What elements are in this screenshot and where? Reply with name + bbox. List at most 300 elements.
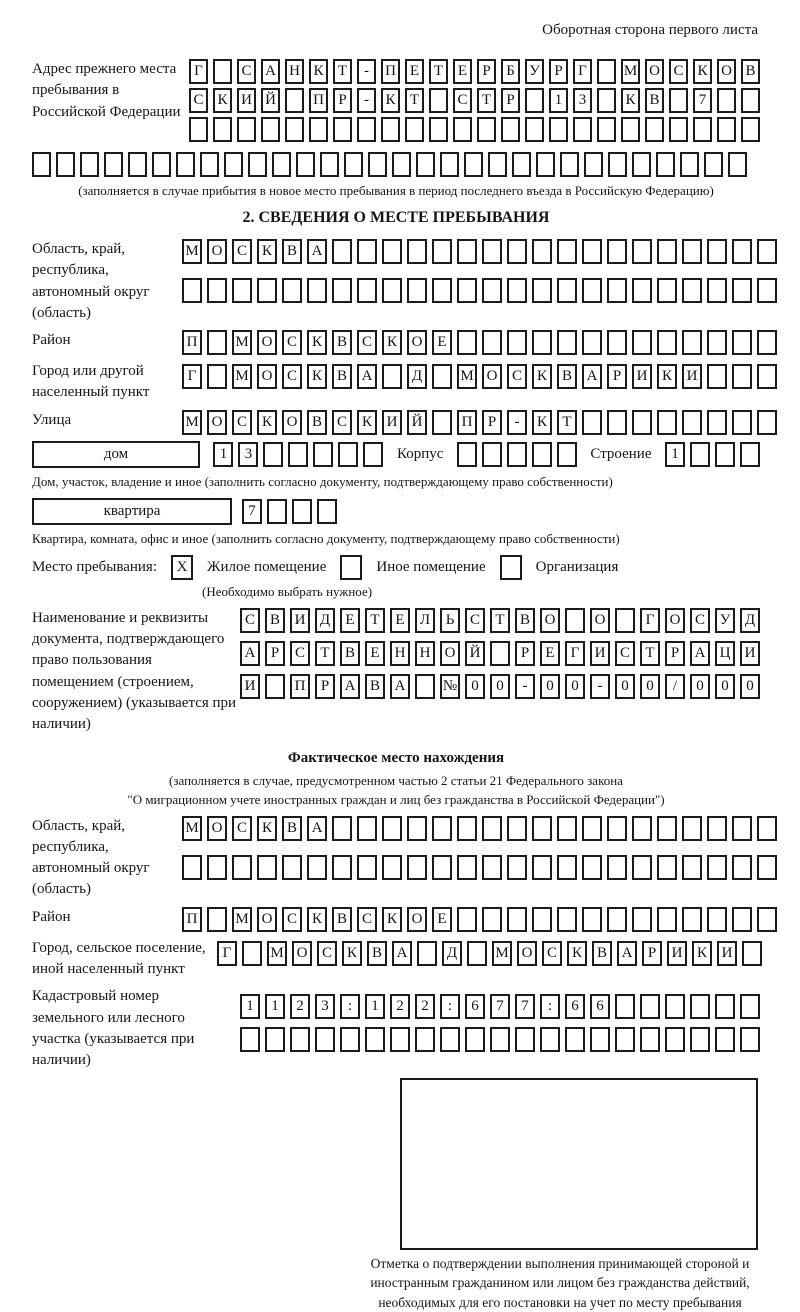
- city-label: Город или другой населенный пункт: [32, 363, 150, 401]
- char-cell: Т: [557, 410, 577, 435]
- char-cell: И: [237, 88, 256, 113]
- char-cell: [657, 278, 677, 303]
- char-cell: [415, 674, 435, 699]
- char-cell: [392, 152, 411, 177]
- char-cell: 0: [465, 674, 485, 699]
- char-cell: 6: [590, 994, 610, 1019]
- char-cell: Г: [573, 59, 592, 84]
- char-cell: Т: [315, 641, 335, 666]
- char-cell: А: [261, 59, 280, 84]
- char-cell: [182, 278, 202, 303]
- char-cell: [682, 278, 702, 303]
- char-cell: О: [645, 59, 664, 84]
- char-cell: [357, 816, 377, 841]
- char-cell: [608, 152, 627, 177]
- char-cell: У: [525, 59, 544, 84]
- char-cell: А: [582, 364, 602, 389]
- char-cell: -: [515, 674, 535, 699]
- char-cell: В: [340, 641, 360, 666]
- char-cell: 1: [213, 442, 233, 467]
- char-cell: [357, 278, 377, 303]
- char-cell: В: [365, 674, 385, 699]
- char-cell: С: [542, 941, 562, 966]
- confirmation-stamp-box: [400, 1078, 758, 1250]
- char-cell: М: [232, 907, 252, 932]
- char-cell: К: [257, 816, 277, 841]
- char-cell: [732, 278, 752, 303]
- char-cell: С: [453, 88, 472, 113]
- char-cell: [272, 152, 291, 177]
- korpus-row: [457, 442, 577, 467]
- stay-type-block: [32, 555, 760, 580]
- char-cell: И: [240, 674, 260, 699]
- char-cell: [607, 410, 627, 435]
- char-cell: [632, 907, 652, 932]
- char-cell: [467, 941, 487, 966]
- char-cell: /: [665, 674, 685, 699]
- char-cell: [607, 816, 627, 841]
- char-cell: М: [182, 816, 202, 841]
- char-cell: [557, 855, 577, 880]
- char-cell: [507, 278, 527, 303]
- char-cell: [507, 855, 527, 880]
- char-cell: [265, 1027, 285, 1052]
- house-block: [32, 441, 760, 468]
- cadastral-row-1: [240, 994, 760, 1019]
- char-cell: [682, 855, 702, 880]
- char-cell: [640, 1027, 660, 1052]
- region-row-2: [182, 278, 777, 303]
- char-cell: А: [390, 674, 410, 699]
- char-cell: [207, 330, 227, 355]
- char-cell: 7: [490, 994, 510, 1019]
- char-cell: [432, 239, 452, 264]
- char-cell: С: [615, 641, 635, 666]
- char-cell: С: [282, 907, 302, 932]
- char-cell: [429, 117, 448, 142]
- stroenie-label: Строение: [590, 445, 652, 462]
- char-cell: [715, 994, 735, 1019]
- char-cell: [707, 907, 727, 932]
- char-cell: -: [357, 59, 376, 84]
- char-cell: [582, 855, 602, 880]
- char-cell: Е: [432, 907, 452, 932]
- char-cell: [381, 117, 400, 142]
- char-cell: К: [567, 941, 587, 966]
- char-cell: [597, 88, 616, 113]
- char-cell: [532, 816, 552, 841]
- char-cell: 0: [615, 674, 635, 699]
- char-cell: [757, 364, 777, 389]
- char-cell: Р: [549, 59, 568, 84]
- actual-location-caption-2: "О миграционном учете иностранных граждан и лиц без гражданства в Российской Федерации"): [127, 791, 665, 807]
- region-row-1: [182, 239, 777, 264]
- char-cell: Р: [482, 410, 502, 435]
- char-cell: [232, 855, 252, 880]
- char-cell: И: [290, 608, 310, 633]
- city-block: [32, 361, 760, 404]
- char-cell: Ь: [440, 608, 460, 633]
- char-cell: [482, 442, 502, 467]
- char-cell: Е: [365, 641, 385, 666]
- char-cell: [363, 442, 383, 467]
- char-cell: Р: [265, 641, 285, 666]
- char-cell: [732, 410, 752, 435]
- char-cell: [407, 239, 427, 264]
- char-cell: [344, 152, 363, 177]
- char-cell: [464, 152, 483, 177]
- char-cell: [382, 364, 402, 389]
- char-cell: [682, 330, 702, 355]
- street-row: [182, 410, 777, 435]
- char-cell: [237, 117, 256, 142]
- char-cell: [532, 330, 552, 355]
- char-cell: [313, 442, 333, 467]
- char-cell: [440, 1027, 460, 1052]
- confirmation-stamp-caption: Отметка о подтверждении выполнения принимающей стороной и иностранным гражданином или лицом без гражданства действий, необходимых для его постановки на учет по месту пребывания: [370, 1255, 750, 1310]
- char-cell: О: [282, 410, 302, 435]
- char-cell: [261, 117, 280, 142]
- char-cell: [557, 907, 577, 932]
- char-cell: С: [282, 364, 302, 389]
- char-cell: И: [382, 410, 402, 435]
- stay-type-option-organization: Организация: [535, 558, 619, 575]
- char-cell: Е: [340, 608, 360, 633]
- char-cell: [332, 239, 352, 264]
- char-cell: В: [332, 364, 352, 389]
- actual-region-grid: [182, 816, 777, 880]
- char-cell: К: [693, 59, 712, 84]
- char-cell: [307, 855, 327, 880]
- char-cell: [104, 152, 123, 177]
- korpus-label: Корпус: [396, 445, 444, 462]
- char-cell: [501, 117, 520, 142]
- char-cell: [207, 855, 227, 880]
- char-cell: Г: [182, 364, 202, 389]
- char-cell: [207, 907, 227, 932]
- document-row-3: [240, 674, 760, 699]
- char-cell: [732, 907, 752, 932]
- char-cell: [657, 239, 677, 264]
- char-cell: П: [182, 330, 202, 355]
- char-cell: В: [367, 941, 387, 966]
- char-cell: И: [740, 641, 760, 666]
- char-cell: Г: [189, 59, 208, 84]
- char-cell: [632, 855, 652, 880]
- char-cell: [540, 1027, 560, 1052]
- char-cell: [732, 330, 752, 355]
- char-cell: 3: [573, 88, 592, 113]
- char-cell: [707, 278, 727, 303]
- char-cell: 0: [690, 674, 710, 699]
- char-cell: [690, 1027, 710, 1052]
- char-cell: С: [507, 364, 527, 389]
- char-cell: Р: [515, 641, 535, 666]
- prev-address-row-3: [189, 117, 760, 142]
- char-cell: [717, 88, 736, 113]
- char-cell: О: [257, 364, 277, 389]
- char-cell: [757, 907, 777, 932]
- char-cell: К: [257, 239, 277, 264]
- char-cell: [152, 152, 171, 177]
- char-cell: [382, 239, 402, 264]
- char-cell: В: [515, 608, 535, 633]
- char-cell: [717, 117, 736, 142]
- actual-region-row-1: [182, 816, 777, 841]
- char-cell: 7: [515, 994, 535, 1019]
- char-cell: А: [617, 941, 637, 966]
- char-cell: [207, 364, 227, 389]
- document-block: [32, 608, 760, 736]
- char-cell: [248, 152, 267, 177]
- char-cell: [632, 410, 652, 435]
- char-cell: К: [357, 410, 377, 435]
- char-cell: [590, 1027, 610, 1052]
- stay-type-checkbox-organization: [500, 555, 522, 580]
- char-cell: Р: [642, 941, 662, 966]
- cadastral-row-2: [240, 1027, 760, 1052]
- char-cell: С: [232, 239, 252, 264]
- char-cell: [315, 1027, 335, 1052]
- char-cell: [757, 410, 777, 435]
- char-cell: [507, 330, 527, 355]
- char-cell: Е: [390, 608, 410, 633]
- char-cell: Е: [540, 641, 560, 666]
- char-cell: 0: [715, 674, 735, 699]
- char-cell: [680, 152, 699, 177]
- char-cell: [532, 239, 552, 264]
- char-cell: [240, 1027, 260, 1052]
- char-cell: В: [307, 410, 327, 435]
- char-cell: П: [457, 410, 477, 435]
- region-grid: [182, 239, 777, 303]
- char-cell: К: [532, 364, 552, 389]
- char-cell: 0: [640, 674, 660, 699]
- char-cell: Д: [315, 608, 335, 633]
- char-cell: Н: [285, 59, 304, 84]
- stroenie-row: [665, 442, 760, 467]
- char-cell: [740, 1027, 760, 1052]
- char-cell: [457, 278, 477, 303]
- char-cell: [80, 152, 99, 177]
- char-cell: О: [665, 608, 685, 633]
- district-label: Район: [32, 332, 71, 349]
- stay-type-checkbox-other: [340, 555, 362, 580]
- char-cell: А: [307, 239, 327, 264]
- char-cell: [332, 855, 352, 880]
- house-type-box: дом: [32, 441, 200, 468]
- char-cell: С: [357, 907, 377, 932]
- char-cell: [213, 59, 232, 84]
- char-cell: [288, 442, 308, 467]
- char-cell: М: [492, 941, 512, 966]
- char-cell: К: [382, 907, 402, 932]
- char-cell: [532, 855, 552, 880]
- char-cell: [368, 152, 387, 177]
- region-label: Область, край, республика, автономный округ (область): [32, 241, 150, 321]
- char-cell: [382, 278, 402, 303]
- cadastral-grid: [240, 994, 760, 1052]
- char-cell: [536, 152, 555, 177]
- char-cell: 6: [565, 994, 585, 1019]
- char-cell: Е: [453, 59, 472, 84]
- char-cell: Ц: [715, 641, 735, 666]
- char-cell: 1: [240, 994, 260, 1019]
- char-cell: [557, 278, 577, 303]
- char-cell: В: [265, 608, 285, 633]
- char-cell: М: [232, 330, 252, 355]
- char-cell: [584, 152, 603, 177]
- actual-district-row: [182, 907, 777, 932]
- char-cell: [532, 907, 552, 932]
- char-cell: О: [717, 59, 736, 84]
- document-label: Наименование и реквизиты документа, подтверждающего право пользования помещением (строением, сооружением) (указывается при наличии): [32, 609, 237, 733]
- char-cell: 2: [390, 994, 410, 1019]
- char-cell: [242, 941, 262, 966]
- char-cell: И: [682, 364, 702, 389]
- char-cell: -: [357, 88, 376, 113]
- char-cell: [292, 499, 312, 524]
- char-cell: [265, 674, 285, 699]
- char-cell: [507, 907, 527, 932]
- char-cell: [657, 410, 677, 435]
- char-cell: [582, 239, 602, 264]
- char-cell: [482, 855, 502, 880]
- char-cell: [457, 816, 477, 841]
- prev-address-row-4: [32, 152, 760, 177]
- char-cell: 2: [290, 994, 310, 1019]
- char-cell: [320, 152, 339, 177]
- char-cell: [690, 994, 710, 1019]
- char-cell: [565, 608, 585, 633]
- char-cell: [656, 152, 675, 177]
- char-cell: О: [292, 941, 312, 966]
- char-cell: -: [507, 410, 527, 435]
- char-cell: [382, 855, 402, 880]
- char-cell: [632, 152, 651, 177]
- char-cell: [740, 442, 760, 467]
- char-cell: [457, 855, 477, 880]
- section2-title: 2. СВЕДЕНИЯ О МЕСТЕ ПРЕБЫВАНИЯ: [242, 209, 550, 226]
- actual-location-caption-1: (заполняется в случае, предусмотренном частью 2 статьи 21 Федерального закона: [169, 772, 623, 788]
- char-cell: [488, 152, 507, 177]
- char-cell: [657, 816, 677, 841]
- char-cell: [665, 1027, 685, 1052]
- char-cell: В: [592, 941, 612, 966]
- char-cell: О: [257, 907, 277, 932]
- char-cell: [557, 442, 577, 467]
- char-cell: [657, 907, 677, 932]
- char-cell: [715, 442, 735, 467]
- char-cell: О: [407, 907, 427, 932]
- char-cell: [728, 152, 747, 177]
- char-cell: [282, 855, 302, 880]
- char-cell: П: [182, 907, 202, 932]
- char-cell: В: [332, 330, 352, 355]
- char-cell: А: [392, 941, 412, 966]
- char-cell: [432, 364, 452, 389]
- apartment-type-box: квартира: [32, 498, 232, 525]
- char-cell: [357, 117, 376, 142]
- char-cell: С: [290, 641, 310, 666]
- street-block: [32, 410, 760, 435]
- street-label: Улица: [32, 411, 72, 428]
- char-cell: В: [282, 816, 302, 841]
- char-cell: Н: [390, 641, 410, 666]
- actual-region-block: [32, 816, 760, 901]
- char-cell: [482, 330, 502, 355]
- char-cell: 0: [565, 674, 585, 699]
- char-cell: [200, 152, 219, 177]
- char-cell: Д: [740, 608, 760, 633]
- char-cell: [507, 816, 527, 841]
- char-cell: [582, 410, 602, 435]
- char-cell: [707, 330, 727, 355]
- char-cell: [515, 1027, 535, 1052]
- char-cell: [405, 117, 424, 142]
- char-cell: [307, 278, 327, 303]
- stay-type-option-residential: Жилое помещение: [207, 558, 327, 575]
- char-cell: [615, 1027, 635, 1052]
- char-cell: [732, 364, 752, 389]
- char-cell: [357, 239, 377, 264]
- char-cell: 1: [265, 994, 285, 1019]
- char-cell: [632, 330, 652, 355]
- char-cell: [565, 1027, 585, 1052]
- actual-region-row-2: [182, 855, 777, 880]
- char-cell: Г: [217, 941, 237, 966]
- char-cell: [407, 855, 427, 880]
- char-cell: Т: [333, 59, 352, 84]
- char-cell: М: [182, 239, 202, 264]
- char-cell: [665, 994, 685, 1019]
- char-cell: К: [307, 364, 327, 389]
- char-cell: [757, 278, 777, 303]
- char-cell: 6: [465, 994, 485, 1019]
- char-cell: [607, 855, 627, 880]
- house-caption: Дом, участок, владение и иное (заполнить согласно документу, подтверждающему право собственности): [32, 473, 613, 489]
- char-cell: [582, 907, 602, 932]
- char-cell: М: [232, 364, 252, 389]
- char-cell: М: [267, 941, 287, 966]
- char-cell: П: [381, 59, 400, 84]
- char-cell: С: [690, 608, 710, 633]
- char-cell: В: [557, 364, 577, 389]
- char-cell: М: [182, 410, 202, 435]
- char-cell: Е: [432, 330, 452, 355]
- stay-type-label: Место пребывания:: [32, 558, 157, 575]
- char-cell: К: [381, 88, 400, 113]
- char-cell: [309, 117, 328, 142]
- apartment-caption: Квартира, комната, офис и иное (заполнить согласно документу, подтверждающему право собственности): [32, 530, 620, 546]
- char-cell: [573, 117, 592, 142]
- char-cell: [189, 117, 208, 142]
- char-cell: [532, 278, 552, 303]
- char-cell: [365, 1027, 385, 1052]
- char-cell: [757, 330, 777, 355]
- char-cell: [742, 941, 762, 966]
- char-cell: [507, 239, 527, 264]
- char-cell: [707, 855, 727, 880]
- prev-address-label: Адрес прежнего места пребывания в Российской Федерации: [32, 61, 181, 120]
- char-cell: Т: [490, 608, 510, 633]
- prev-address-grid: [189, 59, 760, 146]
- char-cell: [621, 117, 640, 142]
- char-cell: С: [282, 330, 302, 355]
- char-cell: С: [237, 59, 256, 84]
- char-cell: С: [232, 410, 252, 435]
- char-cell: [490, 641, 510, 666]
